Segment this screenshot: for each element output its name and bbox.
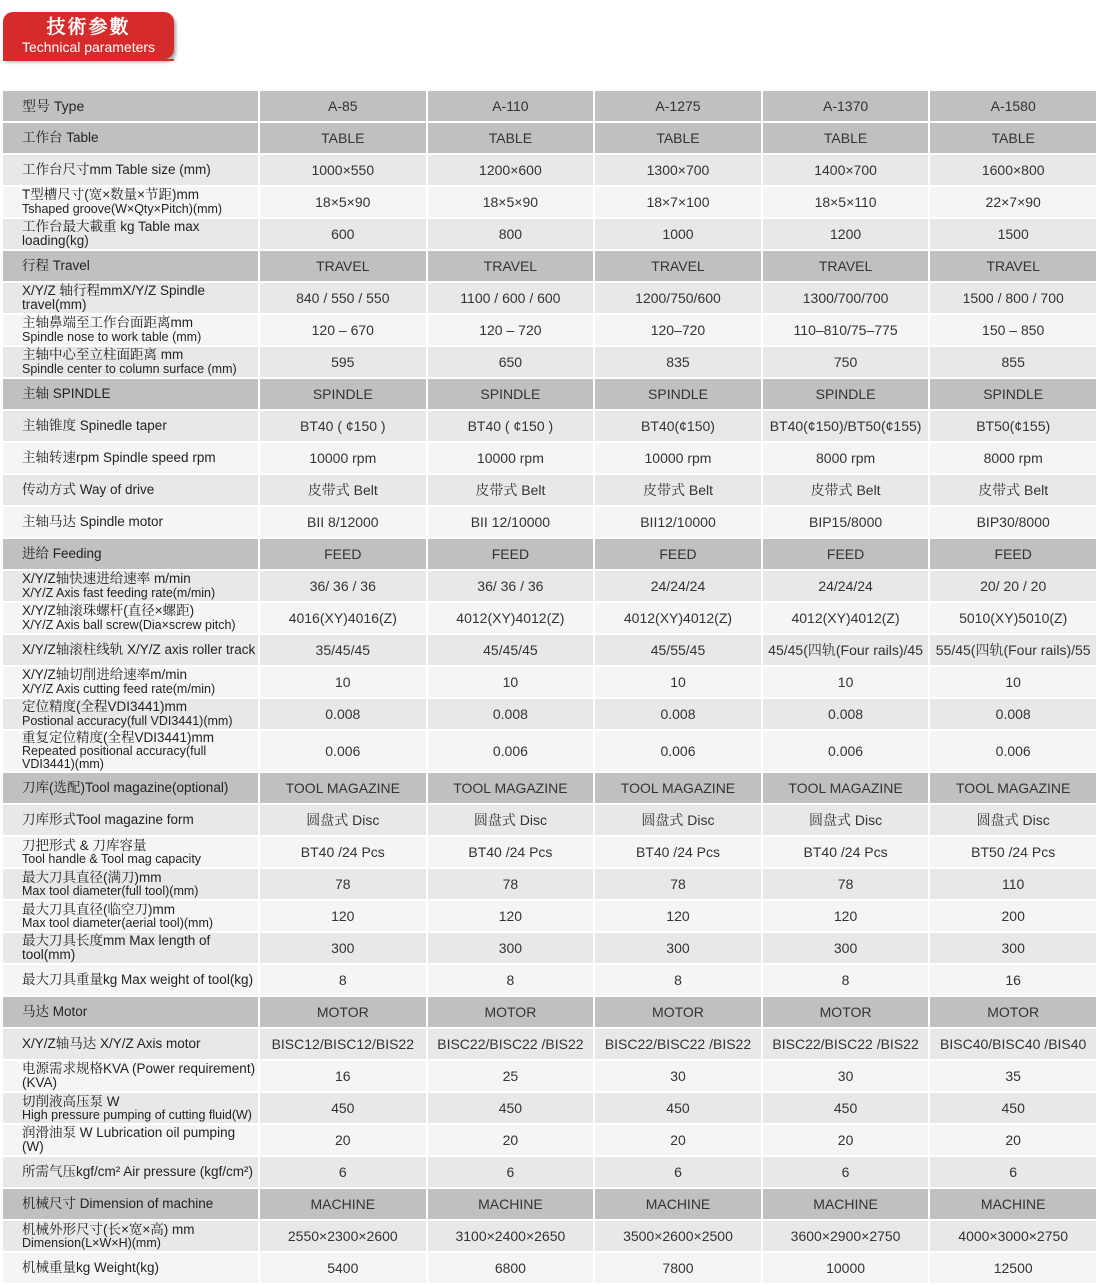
value-cell: BIP30/8000 — [929, 506, 1097, 538]
value-cell: 45/45(四轨(Four rails)/45 — [762, 634, 930, 666]
value-cell: 120 — [762, 900, 930, 932]
row-label: X/Y/Z 轴行程mmX/Y/Z Spindle travel(mm) — [3, 282, 259, 314]
value-cell: 8 — [427, 964, 595, 996]
row-label-en: Spindle nose to work table (mm) — [22, 329, 202, 344]
value-cell: 450 — [259, 1092, 427, 1124]
spec-table — [3, 91, 1098, 1285]
value-cell: TOOL MAGAZINE — [594, 772, 762, 804]
section-title-en: Technical parameters — [21, 39, 156, 55]
row-label: 马达 Motor — [3, 996, 259, 1028]
value-cell: BT50(¢155) — [929, 410, 1097, 442]
table-row — [3, 282, 1097, 314]
value-cell: 1400×700 — [762, 154, 930, 186]
value-cell: 1000×550 — [259, 154, 427, 186]
value-cell: 10000 rpm — [427, 442, 595, 474]
value-cell: 0.008 — [259, 698, 427, 730]
value-cell: 6 — [929, 1156, 1097, 1188]
value-cell: 24/24/24 — [762, 570, 930, 602]
value-cell: 30 — [762, 1060, 930, 1092]
section-row — [3, 772, 1097, 804]
value-cell: MACHINE — [762, 1188, 930, 1220]
row-label: 刀库(选配)Tool magazine(optional) — [3, 772, 259, 804]
value-cell: BT40 ( ¢150 ) — [427, 410, 595, 442]
row-label: 工作台尺寸mm Table size (mm) — [3, 154, 259, 186]
table-row — [3, 346, 1097, 378]
value-cell: 300 — [259, 932, 427, 964]
row-label-cn: 主轴鼻端至工作台面距离mm — [22, 315, 193, 331]
section-row — [3, 122, 1097, 154]
value-cell: 6 — [594, 1156, 762, 1188]
value-cell: BISC12/BISC12/BIS22 — [259, 1028, 427, 1060]
value-cell: 18×5×90 — [259, 186, 427, 218]
row-label — [3, 900, 259, 932]
value-cell: 1500 — [929, 218, 1097, 250]
row-label-cn: 刀把形式 & 刀库容量 — [22, 837, 147, 853]
table-row — [3, 1124, 1097, 1156]
value-cell: 24/24/24 — [594, 570, 762, 602]
value-cell: BT40 /24 Pcs — [762, 836, 930, 868]
row-label-en: X/Y/Z Axis fast feeding rate(m/min) — [22, 585, 216, 600]
value-cell: 78 — [594, 868, 762, 900]
row-label-cn: 机械外形尺寸(长×宽×高) mm — [22, 1221, 195, 1237]
value-cell: 1300×700 — [594, 154, 762, 186]
row-label: 机械尺寸 Dimension of machine — [3, 1188, 259, 1220]
value-cell: 0.006 — [427, 730, 595, 772]
value-cell: 1000 — [594, 218, 762, 250]
value-cell: 18×7×100 — [594, 186, 762, 218]
value-cell: 10 — [762, 666, 930, 698]
value-cell: TRAVEL — [427, 250, 595, 282]
value-cell: 圆盘式 Disc — [259, 804, 427, 836]
table-row — [3, 1028, 1097, 1060]
value-cell: 皮带式 Belt — [259, 474, 427, 506]
value-cell: MOTOR — [259, 996, 427, 1028]
value-cell: 25 — [427, 1060, 595, 1092]
value-cell: 4016(XY)4016(Z) — [259, 602, 427, 634]
value-cell: 4012(XY)4012(Z) — [762, 602, 930, 634]
row-label — [3, 836, 259, 868]
value-cell: 8 — [762, 964, 930, 996]
value-cell: 圆盘式 Disc — [929, 804, 1097, 836]
table-row — [3, 570, 1097, 602]
row-label: 所需气压kgf/cm² Air pressure (kgf/cm²) — [3, 1156, 259, 1188]
value-cell: TABLE — [259, 122, 427, 154]
value-cell: 3500×2600×2500 — [594, 1220, 762, 1252]
header-label: 型号 Type — [3, 91, 259, 122]
value-cell: 6 — [427, 1156, 595, 1188]
value-cell: 4000×3000×2750 — [929, 1220, 1097, 1252]
value-cell: 1500 / 800 / 700 — [929, 282, 1097, 314]
value-cell: SPINDLE — [929, 378, 1097, 410]
value-cell: TOOL MAGAZINE — [427, 772, 595, 804]
section-title-cn: 技術参數 — [46, 17, 131, 38]
value-cell: 35 — [929, 1060, 1097, 1092]
value-cell: 皮带式 Belt — [427, 474, 595, 506]
section-row — [3, 996, 1097, 1028]
table-row — [3, 698, 1097, 730]
value-cell: 835 — [594, 346, 762, 378]
value-cell: TOOL MAGAZINE — [762, 772, 930, 804]
value-cell: BISC22/BISC22 /BIS22 — [594, 1028, 762, 1060]
value-cell: 8000 rpm — [762, 442, 930, 474]
value-cell: 0.006 — [762, 730, 930, 772]
value-cell: 22×7×90 — [929, 186, 1097, 218]
value-cell: 6800 — [427, 1252, 595, 1284]
value-cell: 450 — [427, 1092, 595, 1124]
row-label: 刀库形式Tool magazine form — [3, 804, 259, 836]
value-cell: MOTOR — [929, 996, 1097, 1028]
table-row — [3, 602, 1097, 634]
value-cell: 20 — [427, 1124, 595, 1156]
value-cell: 8000 rpm — [929, 442, 1097, 474]
table-row — [3, 868, 1097, 900]
value-cell: 55/45(四轨(Four rails)/55 — [929, 634, 1097, 666]
table-row — [3, 730, 1097, 772]
row-label-en: Dimension(L×W×H)(mm) — [22, 1235, 161, 1250]
table-row — [3, 900, 1097, 932]
value-cell: MACHINE — [427, 1188, 595, 1220]
value-cell: 36/ 36 / 36 — [427, 570, 595, 602]
row-label: 主轴 SPINDLE — [3, 378, 259, 410]
table-row — [3, 506, 1097, 538]
value-cell: BISC22/BISC22 /BIS22 — [762, 1028, 930, 1060]
row-label — [3, 314, 259, 346]
value-cell: 110–810/75–775 — [762, 314, 930, 346]
table-row — [3, 474, 1097, 506]
value-cell: 圆盘式 Disc — [427, 804, 595, 836]
row-label-en: High pressure pumping of cutting fluid(W) — [22, 1107, 252, 1122]
table-row — [3, 154, 1097, 186]
table-row — [3, 836, 1097, 868]
model-header: A-1370 — [762, 91, 930, 122]
value-cell: MACHINE — [594, 1188, 762, 1220]
table-row — [3, 1220, 1097, 1252]
value-cell: 450 — [594, 1092, 762, 1124]
value-cell: 110 — [929, 868, 1097, 900]
value-cell: 600 — [259, 218, 427, 250]
row-label: 工作台最大載重 kg Table max loading(kg) — [3, 218, 259, 250]
value-cell: 650 — [427, 346, 595, 378]
value-cell: 18×5×110 — [762, 186, 930, 218]
table-row — [3, 410, 1097, 442]
value-cell: 855 — [929, 346, 1097, 378]
row-label: 最大刀具长度mm Max length of tool(mm) — [3, 932, 259, 964]
value-cell: FEED — [929, 538, 1097, 570]
value-cell: TABLE — [929, 122, 1097, 154]
row-label-cn: 最大刀具直径(满刀)mm — [22, 869, 162, 885]
value-cell: 5400 — [259, 1252, 427, 1284]
value-cell: 300 — [594, 932, 762, 964]
value-cell: 300 — [427, 932, 595, 964]
value-cell: TRAVEL — [594, 250, 762, 282]
row-label — [3, 698, 259, 730]
value-cell: TABLE — [427, 122, 595, 154]
value-cell: 10 — [427, 666, 595, 698]
value-cell: 皮带式 Belt — [762, 474, 930, 506]
model-header: A-1275 — [594, 91, 762, 122]
value-cell: 10 — [594, 666, 762, 698]
value-cell: 200 — [929, 900, 1097, 932]
value-cell: 3100×2400×2650 — [427, 1220, 595, 1252]
value-cell: TOOL MAGAZINE — [929, 772, 1097, 804]
table-row — [3, 804, 1097, 836]
value-cell: SPINDLE — [259, 378, 427, 410]
value-cell: SPINDLE — [427, 378, 595, 410]
value-cell: FEED — [594, 538, 762, 570]
row-label-en: Tshaped groove(W×Qty×Pitch)(mm) — [22, 201, 223, 216]
value-cell: 0.008 — [427, 698, 595, 730]
row-label: 润滑油泵 W Lubrication oil pumping (W) — [3, 1124, 259, 1156]
value-cell: 2550×2300×2600 — [259, 1220, 427, 1252]
value-cell: 20/ 20 / 20 — [929, 570, 1097, 602]
value-cell: 120 – 670 — [259, 314, 427, 346]
value-cell: MOTOR — [762, 996, 930, 1028]
row-label: 工作台 Table — [3, 122, 259, 154]
value-cell: 78 — [427, 868, 595, 900]
value-cell: 450 — [762, 1092, 930, 1124]
value-cell: 皮带式 Belt — [594, 474, 762, 506]
row-label-cn: X/Y/Z轴切削进给速率m/min — [22, 667, 188, 683]
table-row — [3, 442, 1097, 474]
section-row — [3, 538, 1097, 570]
value-cell: 圆盘式 Disc — [594, 804, 762, 836]
value-cell: 0.008 — [929, 698, 1097, 730]
value-cell: 45/45/45 — [427, 634, 595, 666]
value-cell: BT40(¢150) — [594, 410, 762, 442]
row-label: X/Y/Z轴马达 X/Y/Z Axis motor — [3, 1028, 259, 1060]
row-label-en: X/Y/Z Axis cutting feed rate(m/min) — [22, 681, 216, 696]
value-cell: FEED — [762, 538, 930, 570]
row-label-en: Spindle center to column surface (mm) — [22, 361, 237, 376]
row-label-en: Max tool diameter(aerial tool)(mm) — [22, 915, 214, 930]
value-cell: 595 — [259, 346, 427, 378]
row-label: 电源需求规格KVA (Power requirement)(KVA) — [3, 1060, 259, 1092]
value-cell: 35/45/45 — [259, 634, 427, 666]
row-label-cn: T型槽尺寸(宽×数量×节距)mm — [22, 187, 199, 203]
value-cell: 36/ 36 / 36 — [259, 570, 427, 602]
value-cell: BT40 ( ¢150 ) — [259, 410, 427, 442]
value-cell: 450 — [929, 1092, 1097, 1124]
value-cell: 1200/750/600 — [594, 282, 762, 314]
row-label-cn: 主轴中心至立柱面距离 mm — [22, 347, 184, 363]
value-cell: 750 — [762, 346, 930, 378]
row-label-cn: X/Y/Z轴滚珠螺杆(直径×螺距) — [22, 603, 195, 619]
row-label: X/Y/Z轴滚柱线轨 X/Y/Z axis roller track — [3, 634, 259, 666]
value-cell: BII 8/12000 — [259, 506, 427, 538]
row-label — [3, 186, 259, 218]
value-cell: BT40 /24 Pcs — [259, 836, 427, 868]
value-cell: 20 — [762, 1124, 930, 1156]
value-cell: 1200×600 — [427, 154, 595, 186]
table-row — [3, 314, 1097, 346]
value-cell: SPINDLE — [762, 378, 930, 410]
value-cell: MACHINE — [259, 1188, 427, 1220]
row-label: 行程 Travel — [3, 250, 259, 282]
value-cell: BII 12/10000 — [427, 506, 595, 538]
value-cell: BIP15/8000 — [762, 506, 930, 538]
table-row — [3, 1060, 1097, 1092]
value-cell: 16 — [259, 1060, 427, 1092]
value-cell: 0.008 — [762, 698, 930, 730]
value-cell: BT40 /24 Pcs — [427, 836, 595, 868]
value-cell: 6 — [259, 1156, 427, 1188]
row-label-cn: 定位精度(全程VDI3441)mm — [22, 699, 188, 715]
value-cell: 800 — [427, 218, 595, 250]
value-cell: BII12/10000 — [594, 506, 762, 538]
value-cell: 0.008 — [594, 698, 762, 730]
value-cell: 120 — [594, 900, 762, 932]
row-label: 主轴转速rpm Spindle speed rpm — [3, 442, 259, 474]
value-cell: 120 — [259, 900, 427, 932]
value-cell: 150 – 850 — [929, 314, 1097, 346]
section-row — [3, 250, 1097, 282]
value-cell: TRAVEL — [259, 250, 427, 282]
row-label — [3, 730, 259, 772]
value-cell: 5010(XY)5010(Z) — [929, 602, 1097, 634]
value-cell: 12500 — [929, 1252, 1097, 1284]
row-label: 机械重量kg Weight(kg) — [3, 1252, 259, 1284]
row-label — [3, 1092, 259, 1124]
value-cell: 4012(XY)4012(Z) — [427, 602, 595, 634]
value-cell: 10000 rpm — [594, 442, 762, 474]
model-header: A-110 — [427, 91, 595, 122]
table-row — [3, 964, 1097, 996]
row-label: 进给 Feeding — [3, 538, 259, 570]
value-cell: 1600×800 — [929, 154, 1097, 186]
value-cell: 20 — [259, 1124, 427, 1156]
value-cell: 10000 rpm — [259, 442, 427, 474]
title-underline — [3, 59, 174, 61]
value-cell: TRAVEL — [929, 250, 1097, 282]
table-row — [3, 932, 1097, 964]
model-header: A-85 — [259, 91, 427, 122]
table-header-row — [3, 91, 1097, 122]
value-cell: 10 — [929, 666, 1097, 698]
value-cell: BISC22/BISC22 /BIS22 — [427, 1028, 595, 1060]
row-label-en: Repeated positional accuracy(full VDI3441)(mm) — [22, 744, 207, 772]
section-row — [3, 1188, 1097, 1220]
value-cell: 1200 — [762, 218, 930, 250]
value-cell: MOTOR — [427, 996, 595, 1028]
value-cell: 皮带式 Belt — [929, 474, 1097, 506]
value-cell: 120 – 720 — [427, 314, 595, 346]
row-label-cn: X/Y/Z轴快速进给速率 m/min — [22, 571, 191, 587]
value-cell: MACHINE — [929, 1188, 1097, 1220]
value-cell: 20 — [929, 1124, 1097, 1156]
row-label: 最大刀具重量kg Max weight of tool(kg) — [3, 964, 259, 996]
table-row — [3, 1092, 1097, 1124]
value-cell: 45/55/45 — [594, 634, 762, 666]
value-cell: 圆盘式 Disc — [762, 804, 930, 836]
value-cell: FEED — [259, 538, 427, 570]
row-label — [3, 1220, 259, 1252]
row-label-cn: 切削液高压泵 W — [22, 1093, 120, 1109]
row-label — [3, 570, 259, 602]
value-cell: 30 — [594, 1060, 762, 1092]
row-label — [3, 346, 259, 378]
value-cell: 300 — [762, 932, 930, 964]
value-cell: BT40 /24 Pcs — [594, 836, 762, 868]
value-cell: BT40(¢150)/BT50(¢155) — [762, 410, 930, 442]
value-cell: BISC40/BISC40 /BIS40 — [929, 1028, 1097, 1060]
value-cell: 7800 — [594, 1252, 762, 1284]
table-row — [3, 1156, 1097, 1188]
value-cell: 18×5×90 — [427, 186, 595, 218]
table-row — [3, 1252, 1097, 1284]
row-label-cn: 重复定位精度(全程VDI3441)mm — [22, 730, 215, 745]
value-cell: 16 — [929, 964, 1097, 996]
value-cell: 300 — [929, 932, 1097, 964]
value-cell: 78 — [259, 868, 427, 900]
row-label: 传动方式 Way of drive — [3, 474, 259, 506]
value-cell: FEED — [427, 538, 595, 570]
value-cell: TABLE — [594, 122, 762, 154]
value-cell: 78 — [762, 868, 930, 900]
value-cell: 10 — [259, 666, 427, 698]
value-cell: 20 — [594, 1124, 762, 1156]
value-cell: 1300/700/700 — [762, 282, 930, 314]
row-label: 主轴马达 Spindle motor — [3, 506, 259, 538]
row-label — [3, 602, 259, 634]
row-label — [3, 666, 259, 698]
value-cell: SPINDLE — [594, 378, 762, 410]
value-cell: TOOL MAGAZINE — [259, 772, 427, 804]
value-cell: 0.006 — [929, 730, 1097, 772]
value-cell: 10000 — [762, 1252, 930, 1284]
value-cell: TRAVEL — [762, 250, 930, 282]
value-cell: TABLE — [762, 122, 930, 154]
value-cell: 8 — [259, 964, 427, 996]
value-cell: 120–720 — [594, 314, 762, 346]
value-cell: 840 / 550 / 550 — [259, 282, 427, 314]
value-cell: 8 — [594, 964, 762, 996]
row-label-en: Tool handle & Tool mag capacity — [22, 851, 202, 866]
row-label-en: Postional accuracy(full VDI3441)(mm) — [22, 713, 233, 728]
table-row — [3, 218, 1097, 250]
section-row — [3, 378, 1097, 410]
model-header: A-1580 — [929, 91, 1097, 122]
table-row — [3, 634, 1097, 666]
value-cell: 120 — [427, 900, 595, 932]
row-label-cn: 最大刀具直径(临空刀)mm — [22, 901, 175, 917]
table-row — [3, 186, 1097, 218]
value-cell: 1100 / 600 / 600 — [427, 282, 595, 314]
row-label — [3, 868, 259, 900]
value-cell: 3600×2900×2750 — [762, 1220, 930, 1252]
value-cell: 4012(XY)4012(Z) — [594, 602, 762, 634]
value-cell: 0.006 — [594, 730, 762, 772]
value-cell: 0.006 — [259, 730, 427, 772]
row-label: 主轴锥度 Spinedle taper — [3, 410, 259, 442]
row-label-en: Max tool diameter(full tool)(mm) — [22, 883, 199, 898]
value-cell: BT50 /24 Pcs — [929, 836, 1097, 868]
section-title-badge — [3, 12, 174, 59]
value-cell: 6 — [762, 1156, 930, 1188]
row-label-en: X/Y/Z Axis ball screw(Dia×screw pitch) — [22, 617, 236, 632]
table-row — [3, 666, 1097, 698]
value-cell: MOTOR — [594, 996, 762, 1028]
